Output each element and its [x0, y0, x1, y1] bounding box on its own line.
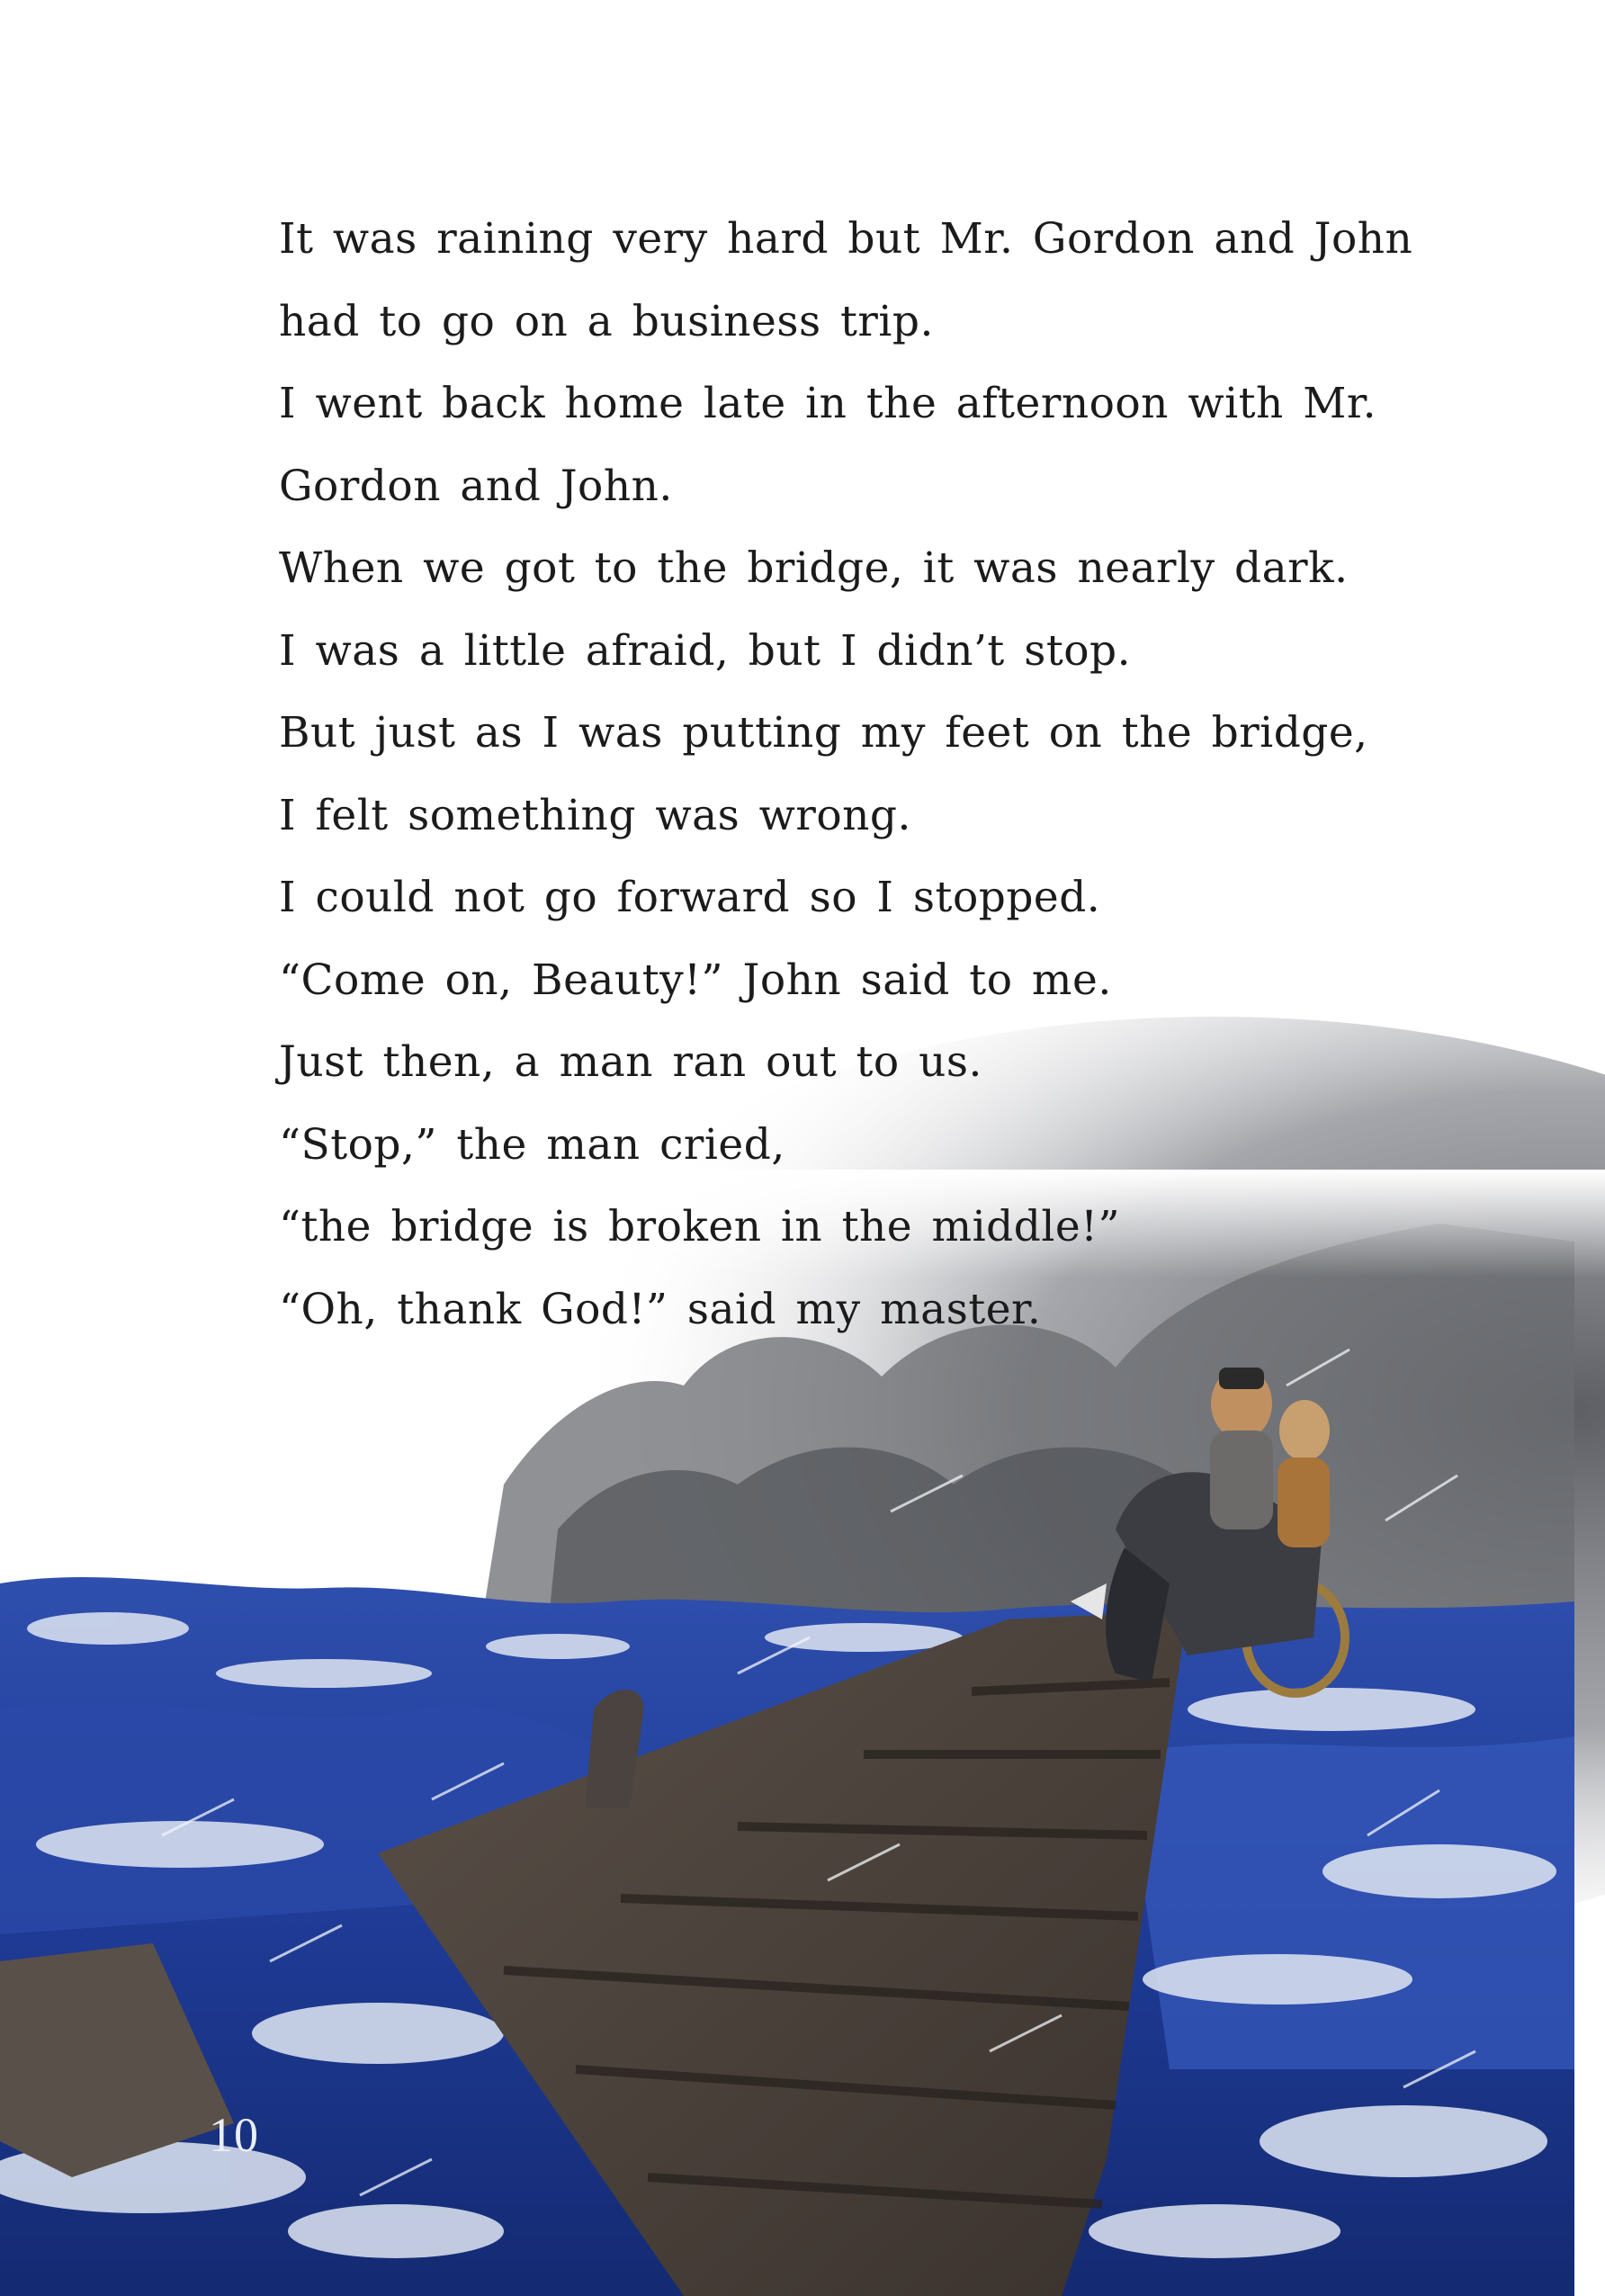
story-line: Just then, a man ran out to us.	[279, 1037, 982, 1087]
story-line: I could not go forward so I stopped.	[279, 873, 1101, 922]
story-line: Gordon and John.	[279, 461, 673, 511]
story-line: It was raining very hard but Mr. Gordon and John	[279, 214, 1413, 264]
story-text	[279, 198, 1448, 1350]
story-line: But just as I was putting my feet on the bridge,	[279, 708, 1368, 758]
story-line: “the bridge is broken in the middle!”	[279, 1202, 1121, 1251]
story-line: “Oh, thank God!” said my master.	[279, 1284, 1042, 1334]
story-line: When we got to the bridge, it was nearly dark.	[279, 543, 1349, 593]
story-line: “Stop,” the man cried,	[279, 1119, 785, 1170]
story-line: I was a little afraid, but I didn’t stop.	[279, 625, 1132, 676]
story-line: “Come on, Beauty!” John said to me.	[279, 955, 1112, 1005]
story-line: had to go on a business trip.	[279, 296, 934, 346]
story-line: I felt something was wrong.	[279, 790, 911, 840]
story-line: I went back home late in the afternoon with Mr.	[279, 379, 1377, 428]
page-number: 10	[209, 2108, 259, 2162]
